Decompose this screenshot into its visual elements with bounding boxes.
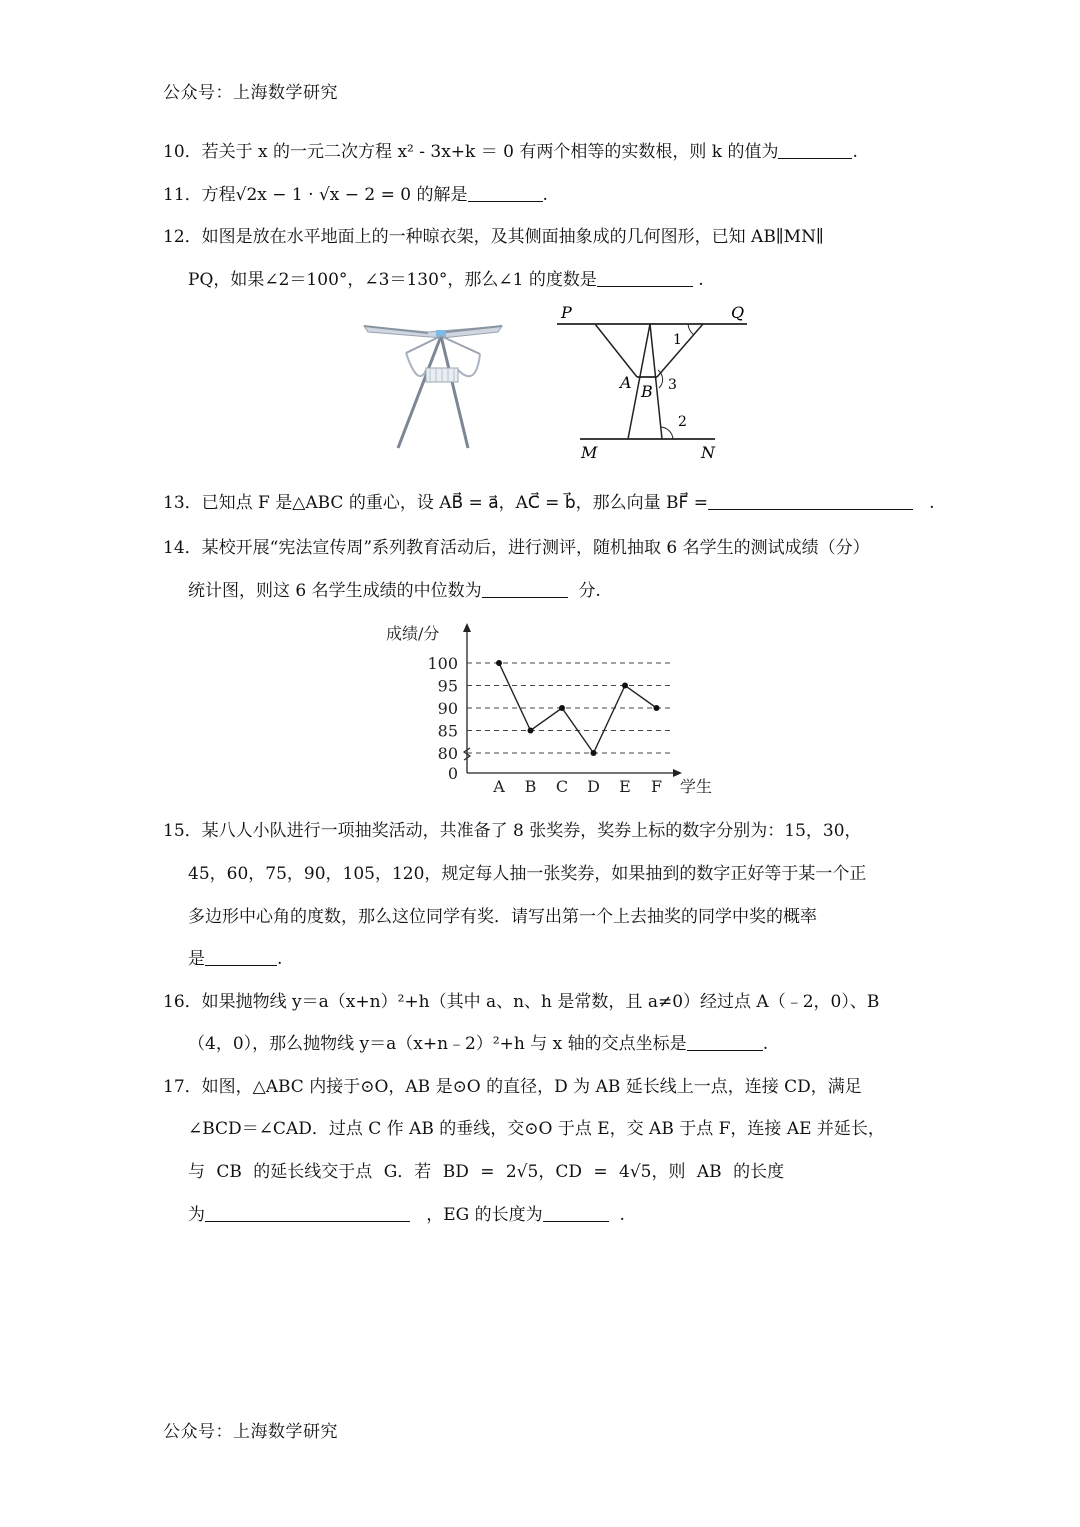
y-tick-label: 85	[437, 721, 458, 741]
question-11	[163, 187, 548, 204]
question-17-line-1	[163, 1079, 862, 1096]
question-15-line-2	[188, 866, 866, 883]
question-14-line-2	[188, 583, 601, 600]
y-axis-label: 成绩/分	[386, 624, 440, 643]
question-text: 方程√2x − 1 · √x − 2 = 0 的解是	[201, 185, 468, 205]
question-text: 45，60，75，90，105，120，规定每人抽一张奖券，如果抽到的数字正好等于某一个正	[188, 864, 867, 884]
question-text: （4，0），那么抛物线 y＝a（x+n﹣2）²+h 与 x 轴的交点坐标是	[188, 1034, 687, 1054]
question-text: 已知点 F 是△ABC 的重心，设 AB⃗ = a⃗，AC⃗ = b⃗，那么向量 BF⃗ =	[201, 493, 708, 513]
data-point-D	[591, 750, 597, 756]
question-15-line-4	[188, 951, 282, 968]
x-tick-label: F	[650, 777, 663, 796]
question-text: ，EG 的长度为	[426, 1205, 543, 1225]
question-text: 为	[188, 1205, 205, 1225]
data-point-B	[528, 728, 534, 734]
data-point-A	[496, 660, 502, 666]
label-A: A	[620, 373, 632, 392]
question-text: 如图，△ABC 内接于⊙O，AB 是⊙O 的直径，D 为 AB 延长线上一点，连接 CD，满足	[201, 1077, 862, 1097]
label-Q: Q	[731, 303, 745, 322]
question-end: .	[619, 1205, 625, 1225]
question-12-line-1	[163, 229, 824, 246]
y-tick-label: 0	[447, 764, 458, 783]
label-angle-3: 3	[668, 377, 677, 393]
question-17-line-3	[188, 1164, 784, 1181]
y-tick-label: 80	[437, 744, 458, 763]
question-number: 16．	[163, 992, 202, 1012]
question-16-line-2	[188, 1036, 768, 1053]
question-text: 某校开展“宪法宣传周”系列教育活动后，进行测评，随机抽取 6 名学生的测试成绩（分）	[201, 538, 870, 558]
question-15-line-3	[188, 909, 817, 926]
question-number: 13．	[163, 493, 202, 513]
x-tick-label: E	[619, 777, 631, 796]
question-text: 如果抛物线 y＝a（x+n）²+h（其中 a、n、h 是常数，且 a≠0）经过点 A（﹣2，0）、B	[201, 992, 880, 1012]
label-P: P	[561, 303, 572, 322]
y-tick-label: 90	[437, 699, 458, 718]
label-angle-2: 2	[678, 414, 687, 430]
y-tick-label: 100	[427, 654, 458, 673]
answer-blank[interactable]	[708, 495, 913, 510]
question-number: 10．	[163, 142, 202, 162]
question-number: 12．	[163, 227, 202, 247]
question-end: .	[277, 949, 283, 969]
data-point-F	[654, 705, 660, 711]
question-10	[163, 144, 858, 161]
question-text: 统计图，则这 6 名学生成绩的中位数为	[188, 581, 482, 601]
question-16-line-1	[163, 994, 879, 1011]
clothes-rack-illustration	[358, 318, 508, 458]
page-footer: 公众号：上海数学研究	[163, 1422, 338, 1442]
question-text: ∠BCD＝∠CAD．过点 C 作 AB 的垂线，交⊙O 于点 E，交 AB 于点 F，连接 AE 并延长，	[188, 1119, 885, 1139]
geometry-figure-12	[555, 302, 750, 464]
page-header: 公众号：上海数学研究	[163, 83, 338, 103]
question-number: 14．	[163, 538, 202, 558]
question-text: 多边形中心角的度数，那么这位同学有奖．请写出第一个上去抽奖的同学中奖的概率	[188, 907, 817, 927]
score-line-chart	[380, 615, 720, 805]
question-text: 若关于 x 的一元二次方程 x² - 3x+k ＝ 0 有两个相等的实数根，则 k 的值为	[201, 142, 779, 162]
x-axis-label: 学生	[680, 777, 713, 796]
question-15-line-1	[163, 823, 862, 840]
data-point-C	[559, 705, 565, 711]
answer-blank[interactable]	[778, 144, 852, 159]
answer-blank[interactable]	[482, 583, 568, 598]
y-axis-arrow	[463, 623, 471, 632]
label-B: B	[641, 382, 653, 401]
label-M: M	[581, 443, 598, 462]
question-17-line-4	[188, 1207, 625, 1224]
question-text: 是	[188, 949, 205, 969]
question-text: PQ，如果∠2＝100°，∠3＝130°，那么∠1 的度数是	[188, 270, 597, 290]
question-end: .	[762, 1034, 769, 1054]
question-14-line-1	[163, 540, 870, 557]
question-13	[163, 495, 935, 512]
x-tick-label: D	[587, 777, 600, 796]
question-17-line-2	[188, 1121, 885, 1138]
x-tick-label: C	[555, 777, 569, 796]
question-end: .	[698, 270, 704, 290]
label-angle-1: 1	[673, 332, 682, 348]
answer-blank[interactable]	[205, 951, 277, 966]
question-number: 11．	[163, 185, 202, 205]
label-N: N	[701, 443, 715, 462]
question-text: 某八人小队进行一项抽奖活动，共准备了 8 张奖券，奖券上标的数字分别为：15，30，	[201, 821, 862, 841]
x-tick-label: B	[524, 777, 537, 796]
data-point-E	[622, 683, 628, 689]
x-tick-label: A	[493, 777, 505, 796]
question-end: 分.	[578, 581, 601, 601]
axis-break	[464, 748, 470, 760]
answer-blank-ab[interactable]	[205, 1207, 410, 1222]
question-end: .	[929, 493, 935, 513]
question-12-line-2	[188, 272, 704, 289]
answer-blank[interactable]	[597, 272, 693, 287]
answer-blank-eg[interactable]	[543, 1207, 609, 1222]
answer-blank[interactable]	[468, 187, 543, 202]
answer-blank[interactable]	[687, 1036, 763, 1051]
question-end: .	[542, 185, 548, 205]
question-text: 与 CB 的延长线交于点 G．若 BD = 2√5，CD = 4√5，则 AB 的长度	[188, 1162, 785, 1182]
question-end: .	[852, 142, 858, 162]
question-number: 17．	[163, 1077, 202, 1097]
question-number: 15．	[163, 821, 202, 841]
y-tick-label: 95	[437, 676, 458, 696]
question-text: 如图是放在水平地面上的一种晾衣架，及其侧面抽象成的几何图形，已知 AB∥MN∥	[201, 227, 824, 247]
x-axis-arrow	[673, 769, 682, 777]
